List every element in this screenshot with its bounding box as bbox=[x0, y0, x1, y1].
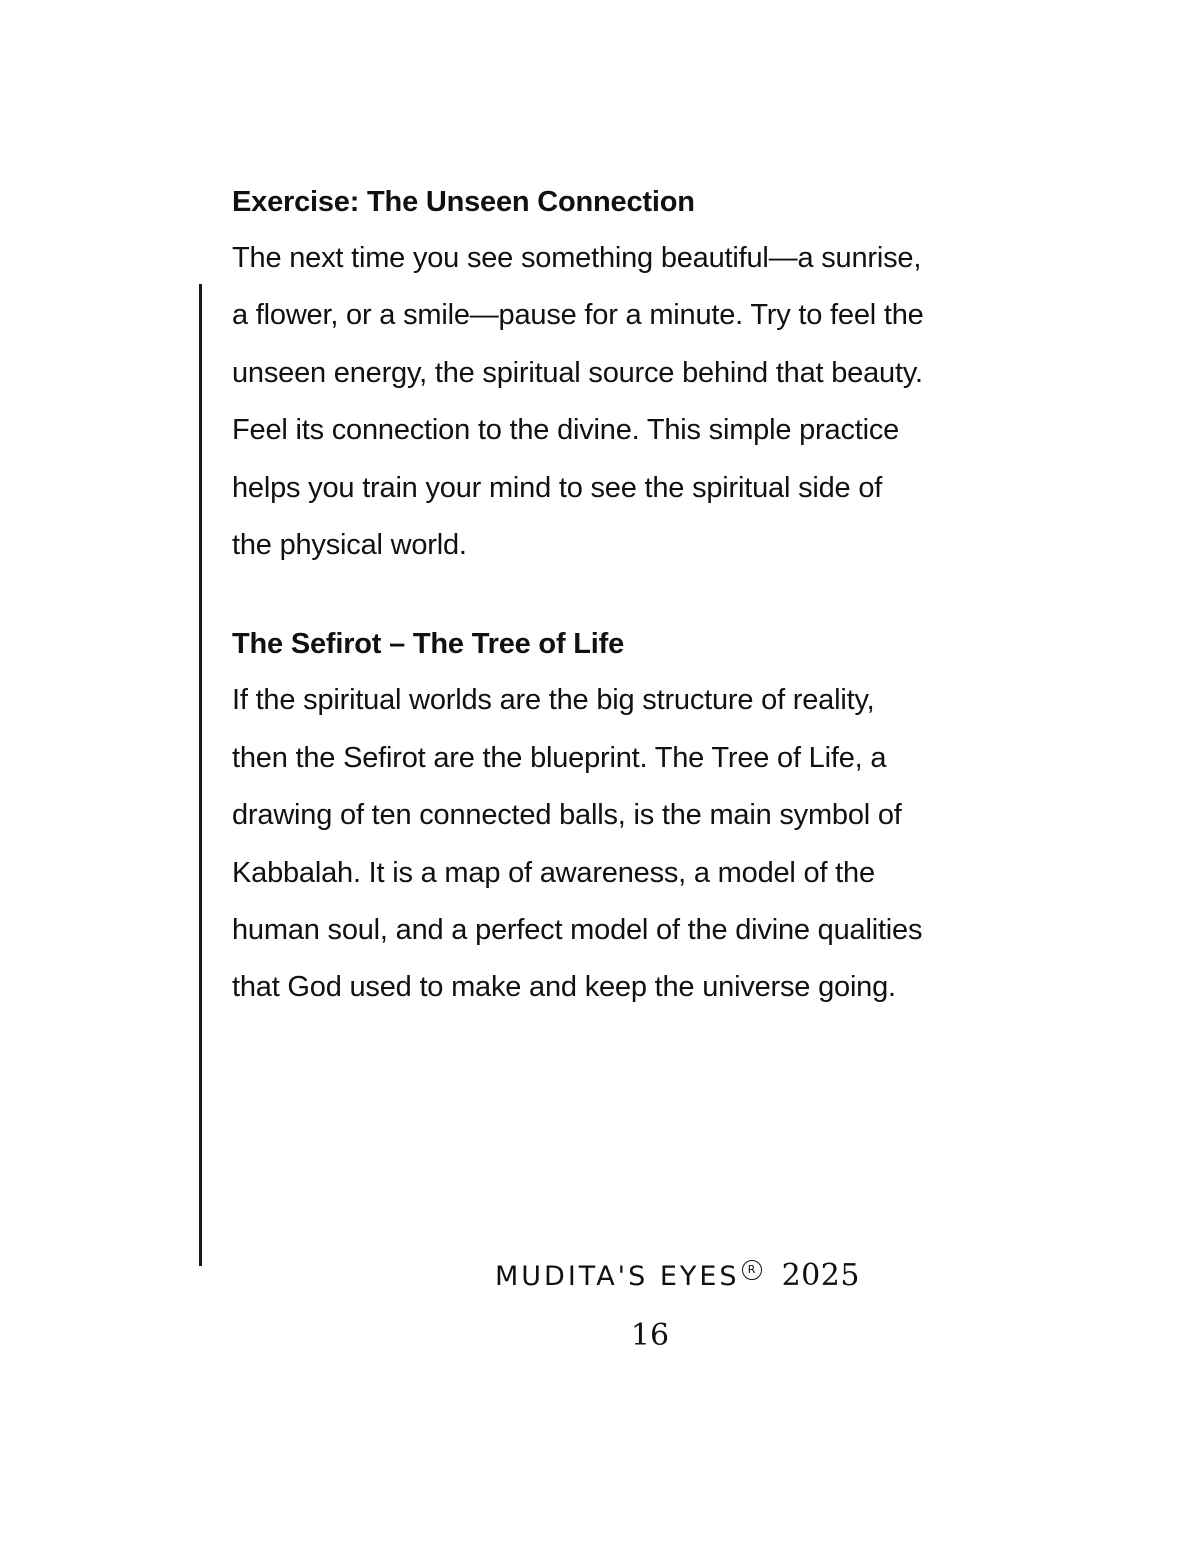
body-line: drawing of ten connected balls, is the main symbol of bbox=[232, 799, 902, 832]
body-line: Feel its connection to the divine. This simple practice bbox=[232, 414, 900, 447]
section-exercise bbox=[232, 180, 1032, 574]
body-line: that God used to make and keep the universe going. bbox=[232, 971, 896, 1004]
body-line: the physical world. bbox=[232, 529, 467, 562]
body-line: unseen energy, the spiritual source behind that beauty. bbox=[232, 356, 923, 389]
main-content bbox=[232, 180, 1032, 1017]
body-line: If the spiritual worlds are the big structure of reality, bbox=[232, 684, 875, 717]
body-line: human soul, and a perfect model of the divine qualities bbox=[232, 914, 923, 947]
body-line: helps you train your mind to see the spiritual side of bbox=[232, 471, 883, 504]
page-number: 16 bbox=[630, 1318, 670, 1353]
body-line: Kabbalah. It is a map of awareness, a model of the bbox=[232, 856, 875, 889]
body-line: The next time you see something beautiful—a sunrise, bbox=[232, 242, 922, 274]
body-line: a flower, or a smile—pause for a minute. Try to feel the bbox=[232, 299, 924, 332]
footer-year: 2025 bbox=[781, 1258, 860, 1293]
section-heading: The Sefirot – The Tree of Life bbox=[232, 628, 625, 661]
section-heading: Exercise: The Unseen Connection bbox=[232, 186, 695, 218]
brand-name: MUDITA'S EYES bbox=[495, 1261, 740, 1292]
registered-mark-icon: R bbox=[742, 1260, 762, 1280]
margin-rule bbox=[199, 284, 202, 1266]
section-sefirot bbox=[232, 622, 1032, 1016]
body-line: then the Sefirot are the blueprint. The Tree of Life, a bbox=[232, 741, 887, 774]
footer-brand bbox=[495, 1258, 860, 1302]
